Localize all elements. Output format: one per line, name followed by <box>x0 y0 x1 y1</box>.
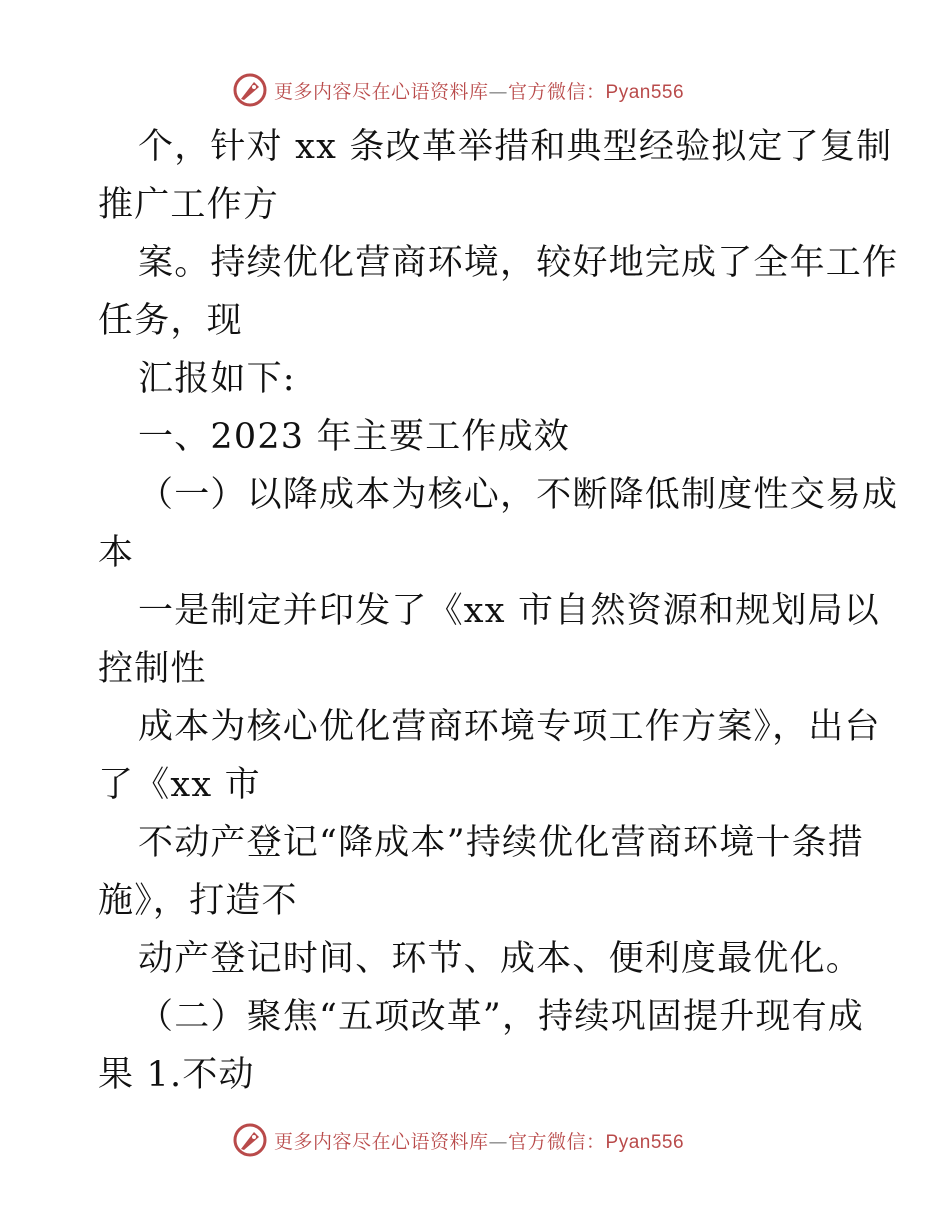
document-body <box>98 118 899 1104</box>
text-line-3: 案。持续优化营商环境，较好地完成了全年工作 <box>138 243 899 283</box>
text-line-10: 控制性 <box>98 649 207 689</box>
text-line-1: 个，针对 xx 条改革举措和典型经验拟定了复制 <box>138 127 893 167</box>
section-heading: 一、2023 年主要工作成效 <box>138 417 570 457</box>
watermark-label: 官方微信： <box>508 1130 606 1153</box>
pen-nib-circle-icon <box>232 1122 268 1158</box>
watermark-text <box>274 77 684 104</box>
watermark-id: Pyan556 <box>605 1131 685 1153</box>
text-line-8: 本 <box>98 533 135 573</box>
watermark-label: 官方微信： <box>508 80 606 103</box>
text-line-2: 推广工作方 <box>98 185 280 225</box>
watermark-site: 更多内容尽在心语资料库 <box>274 1130 489 1153</box>
header-watermark <box>232 70 684 110</box>
text-line-12: 了《xx 市 <box>98 765 261 805</box>
text-line-11: 成本为核心优化营商环境专项工作方案》，出台 <box>138 707 881 747</box>
text-line-4: 任务，现 <box>98 301 243 341</box>
text-line-5: 汇报如下: <box>138 359 296 399</box>
text-line-9: 一是制定并印发了《xx 市自然资源和规划局以 <box>138 591 881 631</box>
watermark-id: Pyan556 <box>605 81 685 103</box>
text-line-14: 施》，打造不 <box>98 881 298 921</box>
watermark-site: 更多内容尽在心语资料库 <box>274 80 489 103</box>
text-line-13: 不动产登记“降成本”持续优化营商环境十条措 <box>138 823 864 863</box>
pen-nib-circle-icon <box>232 72 268 108</box>
text-line-17: 果 1.不动 <box>98 1055 255 1095</box>
text-line-15: 动产登记时间、环节、成本、便利度最优化。 <box>138 939 863 979</box>
watermark-separator: — <box>488 80 509 103</box>
watermark-text <box>274 1127 684 1154</box>
subsection-heading-2: （二）聚焦“五项改革”，持续巩固提升现有成 <box>138 997 864 1037</box>
footer-watermark <box>232 1120 684 1160</box>
subsection-heading-1: （一）以降成本为核心，不断降低制度性交易成 <box>138 475 899 515</box>
watermark-separator: — <box>488 1130 509 1153</box>
